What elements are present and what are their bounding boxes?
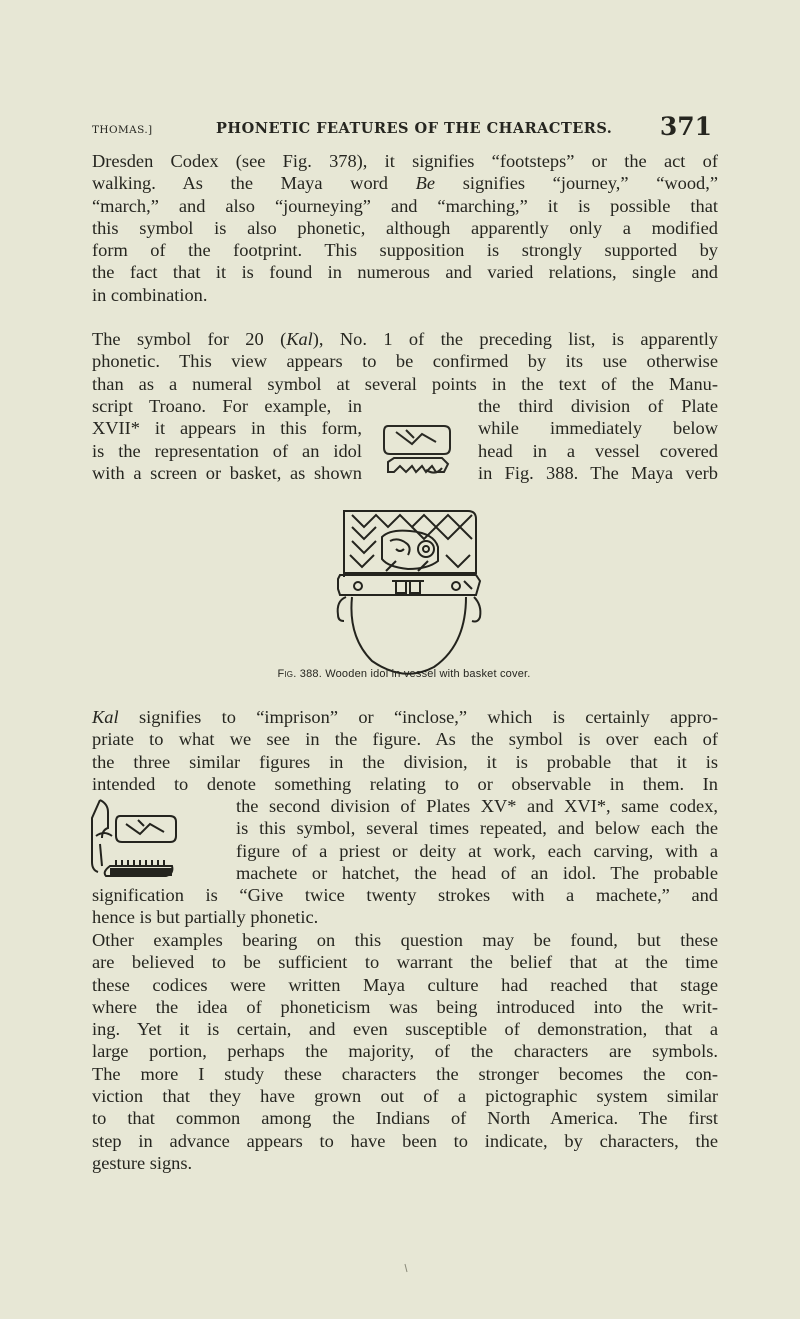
paragraph-3 — [92, 706, 718, 795]
text-line: the third division of Plate — [478, 396, 718, 416]
text-line: large portion, perhaps the majority, of the characters are symbols. — [92, 1041, 718, 1062]
text-line: where the idea of phoneticism was being introduced into the writ- — [92, 996, 718, 1017]
text-line: this symbol is also phonetic, although apparently only a modified — [92, 217, 718, 238]
paragraph-2 — [92, 328, 718, 395]
figure-caption-text: Wooden idol in vessel with basket cover. — [325, 668, 531, 680]
text-line: Other examples bearing on this question may be found, but these — [92, 930, 718, 950]
text-line: gesture signs. — [92, 1152, 193, 1173]
text-line: the second division of Plates XV* and XVI*, same codex, — [236, 796, 718, 816]
text-line: The more I study these characters the stronger becomes the con- — [92, 1063, 718, 1084]
text-line: while immediately below — [478, 418, 718, 439]
text-line: is this symbol, several times repeated, and below each the — [236, 818, 718, 839]
paragraph-4 — [92, 929, 718, 1174]
text-line: phonetic. This view appears to be confirmed by its use otherwise — [92, 351, 718, 372]
text-line: is the representation of an idol — [92, 440, 362, 461]
text-line: figure of a priest or deity at work, each carving, with a — [236, 840, 718, 861]
figure-label: Fig. 388. — [277, 668, 322, 680]
text-line: in Fig. 388. The Maya verb — [478, 462, 718, 483]
text-line: XVII* it appears in this form, — [92, 418, 362, 439]
text-line: head in a vessel covered — [478, 440, 718, 461]
figure-caption — [4, 668, 800, 680]
figure-388-idol-illustration — [300, 497, 510, 687]
text-line: these codices were written Maya culture had reached that stage — [92, 974, 718, 995]
text-line: intended to denote something relating to or observable in them. In — [92, 773, 718, 794]
kal-glyph-icon — [366, 420, 466, 490]
italic-term: Kal — [92, 707, 119, 727]
paragraph-3-bottom — [92, 884, 718, 929]
text-line: The symbol for 20 (Kal), No. 1 of the preceding list, is apparently — [92, 329, 718, 349]
text-line: to that common among the Indians of North America. The first — [92, 1108, 718, 1129]
text-line: with a screen or basket, as shown — [92, 462, 362, 483]
text-line: Dresden Codex (see Fig. 378), it signifies “footsteps” or the act of — [92, 151, 718, 171]
text-line: walking. As the Maya word Be signifies “journey,” “wood,” — [92, 173, 719, 194]
text-line: signification is “Give twice twenty strokes with a machete,” and — [92, 885, 718, 905]
header-title: PHONETIC FEATURES OF THE CHARACTERS. — [216, 120, 613, 137]
italic-term: Be — [415, 173, 436, 194]
text-line: Kal signifies to “imprison” or “inclose,” which is certainly appro- — [92, 707, 718, 727]
text-line: step in advance appears to have been to indicate, by characters, the — [92, 1130, 718, 1151]
text-line: the fact that it is found in numerous and varied relations, single and — [92, 262, 718, 283]
printer-mark-icon — [403, 1263, 409, 1273]
text-line: priate to what we see in the figure. As the symbol is over each of — [92, 729, 718, 750]
paragraph-3-wrapped — [236, 795, 718, 884]
text-line: in combination. — [92, 284, 208, 305]
text-line: viction that they have grown out of a pictographic system similar — [92, 1086, 718, 1107]
page-number: 371 — [659, 112, 712, 141]
text-line: form of the footprint. This supposition is strongly supported by — [92, 240, 718, 261]
paragraph-2-right-column — [478, 395, 718, 484]
running-header — [92, 112, 716, 142]
text-line: the three similar figures in the division, it is probable that it is — [92, 751, 718, 772]
paragraph-2-left-column — [92, 395, 362, 484]
text-line: hence is but partially phonetic. — [92, 907, 319, 928]
text-line: than as a numeral symbol at several points in the text of the Manu- — [92, 373, 718, 394]
text-line: script Troano. For example, in — [92, 396, 362, 416]
text-line: ing. Yet it is certain, and even susceptible of demonstration, that a — [92, 1019, 718, 1040]
header-author: THOMAS.] — [92, 124, 153, 136]
paragraph-1 — [92, 150, 718, 306]
italic-term: Kal — [286, 329, 313, 349]
kal-symbol-with-idol-icon — [86, 790, 228, 880]
text-line: are believed to be sufficient to warrant the belief that at the time — [92, 952, 718, 973]
text-line: “march,” and also “journeying” and “marching,” it is possible that — [92, 195, 718, 216]
text-line: machete or hatchet, the head of an idol. The probable — [236, 862, 718, 883]
